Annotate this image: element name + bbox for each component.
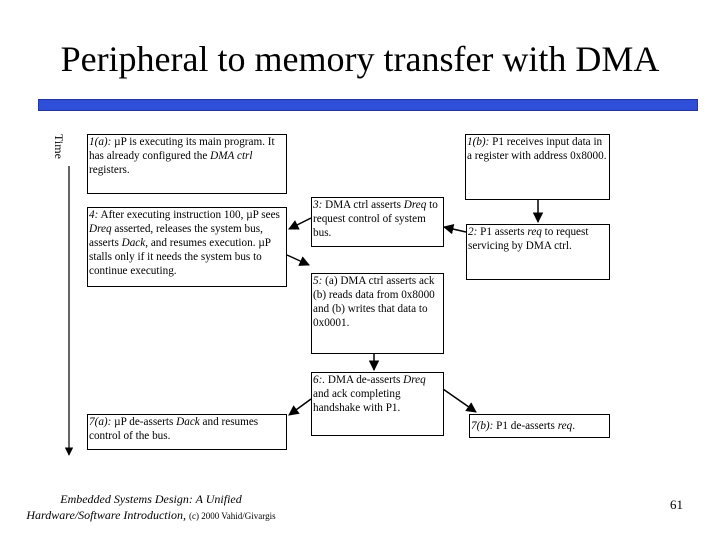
step-4-box — [87, 207, 287, 287]
time-axis-label: Time — [52, 134, 66, 159]
arrow-6-to-7a — [289, 399, 311, 415]
step-6-prefix: 6:. — [313, 374, 326, 386]
step-3-text: DMA ctrl asserts — [322, 199, 404, 211]
step-6-em: Dreq — [403, 374, 426, 386]
slide-footer — [16, 491, 286, 524]
step-6-text: DMA de-asserts — [325, 374, 404, 386]
step-2-prefix: 2: — [468, 226, 478, 238]
page-number: 61 — [670, 497, 683, 512]
step-3-text-end: to request control of system bus. — [313, 199, 438, 239]
footer-line-2 — [16, 507, 286, 524]
arrow-3-to-4 — [289, 218, 311, 229]
step-6-box — [311, 372, 444, 436]
step-7b-em: req — [557, 420, 573, 432]
step-5-prefix: 5: — [313, 275, 323, 287]
step-2-em: req — [527, 226, 542, 238]
step-1b-prefix: 1(b): — [467, 136, 490, 148]
step-3-em: Dreq — [403, 199, 427, 211]
step-1a-em: DMA ctrl — [210, 150, 253, 162]
step-4-prefix: 4: — [89, 209, 99, 221]
step-7b-prefix: 7(b): — [471, 420, 494, 432]
arrow-6-to-7b — [443, 389, 476, 412]
arrow-2-to-3 — [444, 227, 466, 232]
step-4-text-3: , and resumes execution. µP stalls only if it needs the system bus to continue executing. — [89, 237, 271, 277]
step-7a-text-end: and resumes control of the bus. — [89, 416, 259, 442]
step-7b-text: P1 de-asserts — [493, 420, 558, 432]
step-6-text-end: and ack completing handshake with P1. — [313, 388, 401, 414]
step-1b-text: P1 receives input data in a register with address 0x8000. — [467, 136, 607, 162]
footer-copyright: (c) 2000 Vahid/Givargis — [188, 511, 276, 521]
slide-title: Peripheral to memory transfer with DMA — [60, 39, 660, 79]
step-1a-prefix: 1(a): — [89, 136, 112, 148]
step-7a-text: µP de-asserts — [111, 416, 177, 428]
step-2-text: P1 asserts — [477, 226, 528, 238]
step-7a-em: Dack — [176, 416, 200, 428]
step-4-text: After executing instruction 100, µP sees — [98, 209, 280, 221]
step-1a-box — [87, 134, 287, 194]
step-5-box — [311, 273, 444, 354]
step-1b-box — [465, 134, 610, 200]
footer-line-1: Embedded Systems Design: A Unified — [60, 492, 242, 506]
step-1a-text: µP is executing its main program. It has already configured the — [89, 136, 275, 162]
step-4-em2: Dack — [121, 237, 146, 249]
step-7b-text-end: . — [572, 420, 575, 432]
step-2-text-end: to request servicing by DMA ctrl. — [468, 226, 589, 252]
step-1a-text-end: registers. — [89, 164, 130, 176]
step-4-text-2: asserted, releases the system bus, asserts — [89, 223, 263, 249]
footer-line-2-text: Hardware/Software Introduction, — [26, 508, 186, 522]
step-7a-prefix: 7(a): — [89, 416, 112, 428]
step-3-prefix: 3: — [313, 199, 323, 211]
step-5-text: (a) DMA ctrl asserts ack (b) reads data from 0x8000 and (b) writes that data to 0x0001. — [313, 275, 435, 329]
step-4-em1: Dreq — [89, 223, 112, 235]
step-7a-box — [87, 414, 287, 450]
step-3-box — [311, 197, 444, 247]
step-2-box — [466, 224, 610, 280]
arrow-4-to-5 — [287, 255, 309, 265]
step-7b-box — [469, 414, 610, 438]
